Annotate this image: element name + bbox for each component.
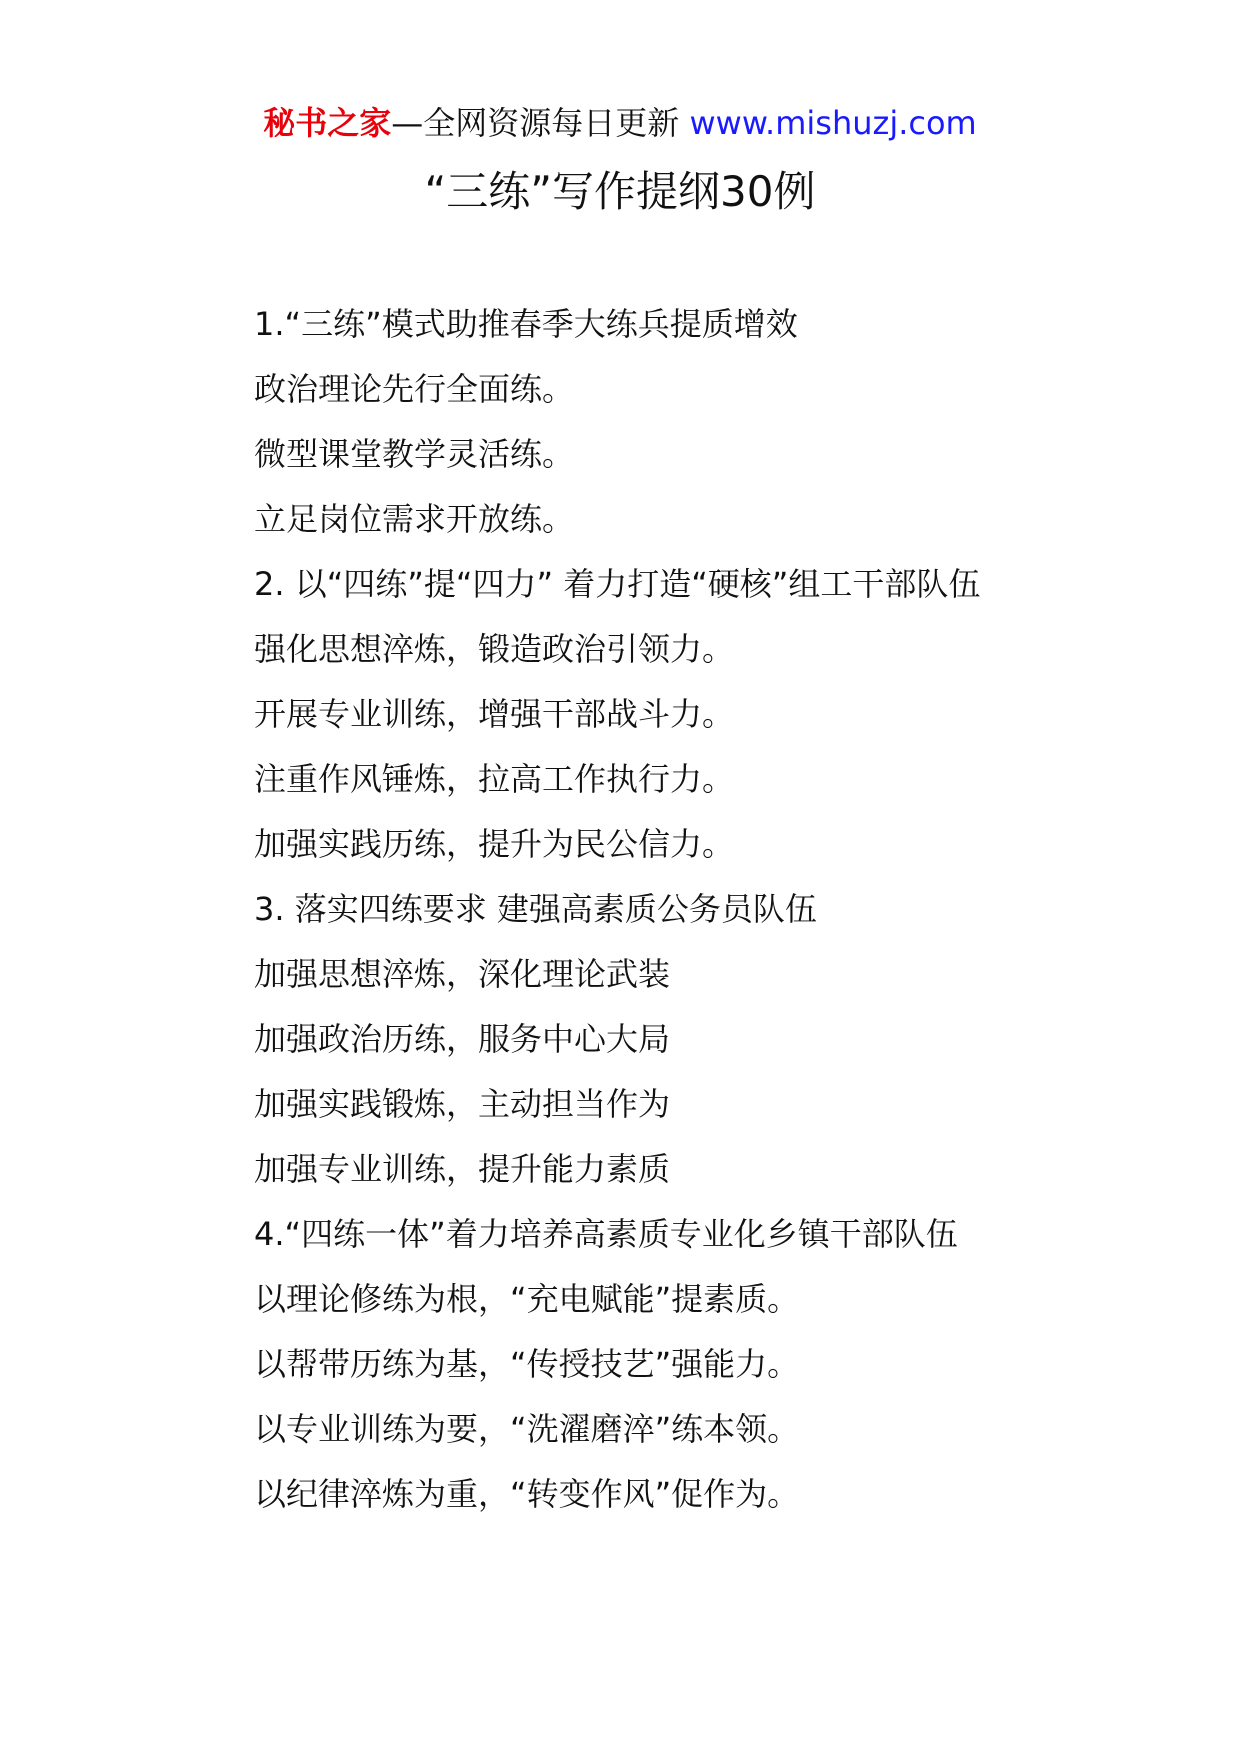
list-item: 以专业训练为要，“洗濯磨淬”练本领。 [254, 1410, 800, 1448]
list-item: 加强实践锻炼，主动担当作为 [254, 1085, 671, 1123]
list-item: 注重作风锤炼，拉高工作执行力。 [254, 760, 735, 798]
list-item: 微型课堂教学灵活练。 [254, 435, 575, 473]
list-item: 加强思想淬炼，深化理论武装 [254, 955, 671, 993]
list-item: 立足岗位需求开放练。 [254, 500, 575, 538]
header-slogan: —全网资源每日更新 [391, 104, 690, 142]
list-item: 强化思想淬炼，锻造政治引领力。 [254, 630, 735, 668]
list-item: 开展专业训练，增强干部战斗力。 [254, 695, 735, 733]
list-item: 加强专业训练，提升能力素质 [254, 1150, 671, 1188]
document-title: “三练”写作提纲30例 [424, 167, 816, 216]
section-heading-2: 2. 以“四练”提“四力” 着力打造“硬核”组工干部队伍 [254, 565, 981, 603]
site-header [0, 100, 1240, 146]
list-item: 政治理论先行全面练。 [254, 370, 575, 408]
list-item: 加强实践历练，提升为民公信力。 [254, 825, 735, 863]
list-item: 以纪律淬炼为重，“转变作风”促作为。 [254, 1475, 800, 1513]
site-url-link[interactable]: www.mishuzj.com [689, 104, 977, 142]
section-heading-1: 1.“三练”模式助推春季大练兵提质增效 [254, 305, 798, 343]
brand-name: 秘书之家 [263, 104, 392, 142]
document-body [188, 292, 1058, 1527]
list-item: 以理论修练为根，“充电赋能”提素质。 [254, 1280, 800, 1318]
section-heading-4: 4.“四练一体”着力培养高素质专业化乡镇干部队伍 [254, 1215, 958, 1253]
section-heading-3: 3. 落实四练要求 建强高素质公务员队伍 [254, 890, 817, 928]
list-item: 以帮带历练为基，“传授技艺”强能力。 [254, 1345, 800, 1383]
list-item: 加强政治历练，服务中心大局 [254, 1020, 671, 1058]
